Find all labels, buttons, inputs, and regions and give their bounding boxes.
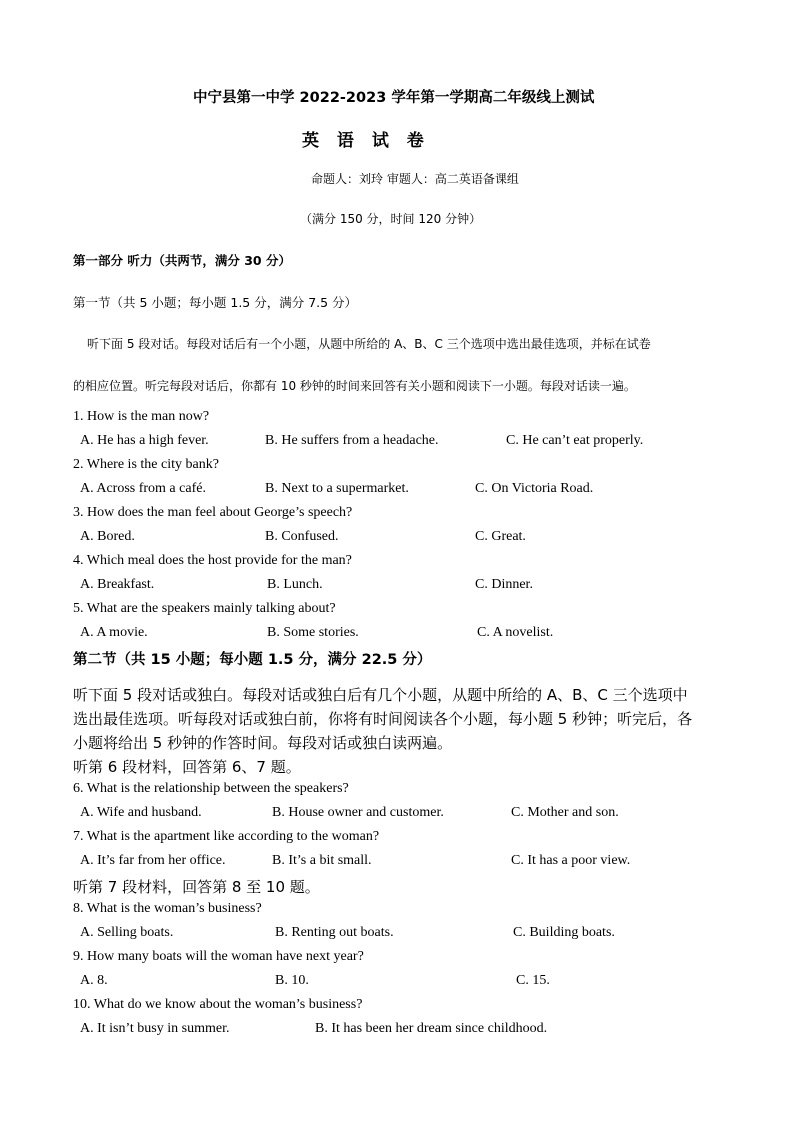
option-c: C. A novelist.	[477, 625, 554, 640]
option-b: B. Some stories.	[267, 625, 359, 640]
option-a: A. 8.	[80, 973, 108, 988]
option-c: C. On Victoria Road.	[475, 481, 594, 496]
option-b: B. Next to a supermarket.	[265, 481, 409, 496]
section2-instruction-line2: 选出最佳选项。听每段对话或独白前，你将有时间阅读各个小题，每小题 5 秒钟；听完后，各	[73, 710, 693, 728]
material7-note: 听第 7 段材料，回答第 8 至 10 题。	[73, 878, 320, 896]
question-text: 8. What is the woman’s business?	[73, 901, 262, 916]
option-c: C. Mother and son.	[511, 805, 619, 820]
option-a: A. It’s far from her office.	[80, 853, 226, 868]
option-a: A. Selling boats.	[80, 925, 174, 940]
exam-subject-title: 英 语 试 卷	[302, 131, 430, 151]
option-c: C. He can’t eat properly.	[506, 433, 644, 448]
exam-score-time: （满分 150 分，时间 120 分钟）	[300, 212, 482, 226]
part1-heading: 第一部分 听力（共两节，满分 30 分）	[73, 253, 291, 268]
option-c: C. Building boats.	[513, 925, 615, 940]
option-a: A. Wife and husband.	[80, 805, 202, 820]
section2-heading: 第二节（共 15 小题；每小题 1.5 分，满分 22.5 分）	[73, 652, 432, 668]
option-b: B. It has been her dream since childhood.	[315, 1021, 548, 1036]
exam-school-title: 中宁县第一中学 2022-2023 学年第一学期高二年级线上测试	[193, 90, 595, 106]
question-text: 6. What is the relationship between the speakers?	[73, 781, 349, 796]
option-b: B. It’s a bit small.	[272, 853, 372, 868]
question-text: 9. How many boats will the woman have next year?	[73, 949, 364, 964]
option-a: A. Across from a café.	[80, 481, 206, 496]
option-c: C. It has a poor view.	[511, 853, 631, 868]
option-c: C. 15.	[516, 973, 550, 988]
option-b: B. Renting out boats.	[275, 925, 394, 940]
question-text: 7. What is the apartment like according to the woman?	[73, 829, 380, 844]
option-b: B. Confused.	[265, 529, 339, 544]
section2-instruction-line3: 小题将给出 5 秒钟的作答时间。每段对话或独白读两遍。	[73, 734, 453, 752]
section2-instruction-line1: 听下面 5 段对话或独白。每段对话或独白后有几个小题，从题中所给的 A、B、C 三个选项中	[73, 686, 688, 704]
material6-note: 听第 6 段材料，回答第 6、7 题。	[73, 758, 301, 776]
option-a: A. Bored.	[80, 529, 135, 544]
exam-authors: 命题人：刘玲 审题人：高二英语备课组	[311, 172, 519, 186]
option-a: A. Breakfast.	[80, 577, 155, 592]
question-text: 10. What do we know about the woman’s business?	[73, 997, 363, 1012]
section1-instruction-line2: 的相应位置。听完每段对话后，你都有 10 秒钟的时间来回答有关小题和阅读下一小题。每段对话读一遍。	[73, 379, 636, 393]
option-a: A. He has a high fever.	[80, 433, 209, 448]
question-text: 2. Where is the city bank?	[73, 457, 219, 472]
option-b: B. Lunch.	[267, 577, 323, 592]
option-c: C. Great.	[475, 529, 526, 544]
option-c: C. Dinner.	[475, 577, 533, 592]
option-b: B. 10.	[275, 973, 309, 988]
option-b: B. He suffers from a headache.	[265, 433, 439, 448]
question-text: 5. What are the speakers mainly talking about?	[73, 601, 336, 616]
section1-instruction-line1: 听下面 5 段对话。每段对话后有一个小题，从题中所给的 A、B、C 三个选项中选出最佳选项，并标在试卷	[87, 337, 651, 351]
option-b: B. House owner and customer.	[272, 805, 444, 820]
question-text: 3. How does the man feel about George’s speech?	[73, 505, 353, 520]
option-a: A. It isn’t busy in summer.	[80, 1021, 230, 1036]
section1-heading: 第一节（共 5 小题；每小题 1.5 分，满分 7.5 分）	[73, 295, 358, 310]
question-text: 1. How is the man now?	[73, 409, 210, 424]
option-a: A. A movie.	[80, 625, 148, 640]
question-text: 4. Which meal does the host provide for the man?	[73, 553, 352, 568]
